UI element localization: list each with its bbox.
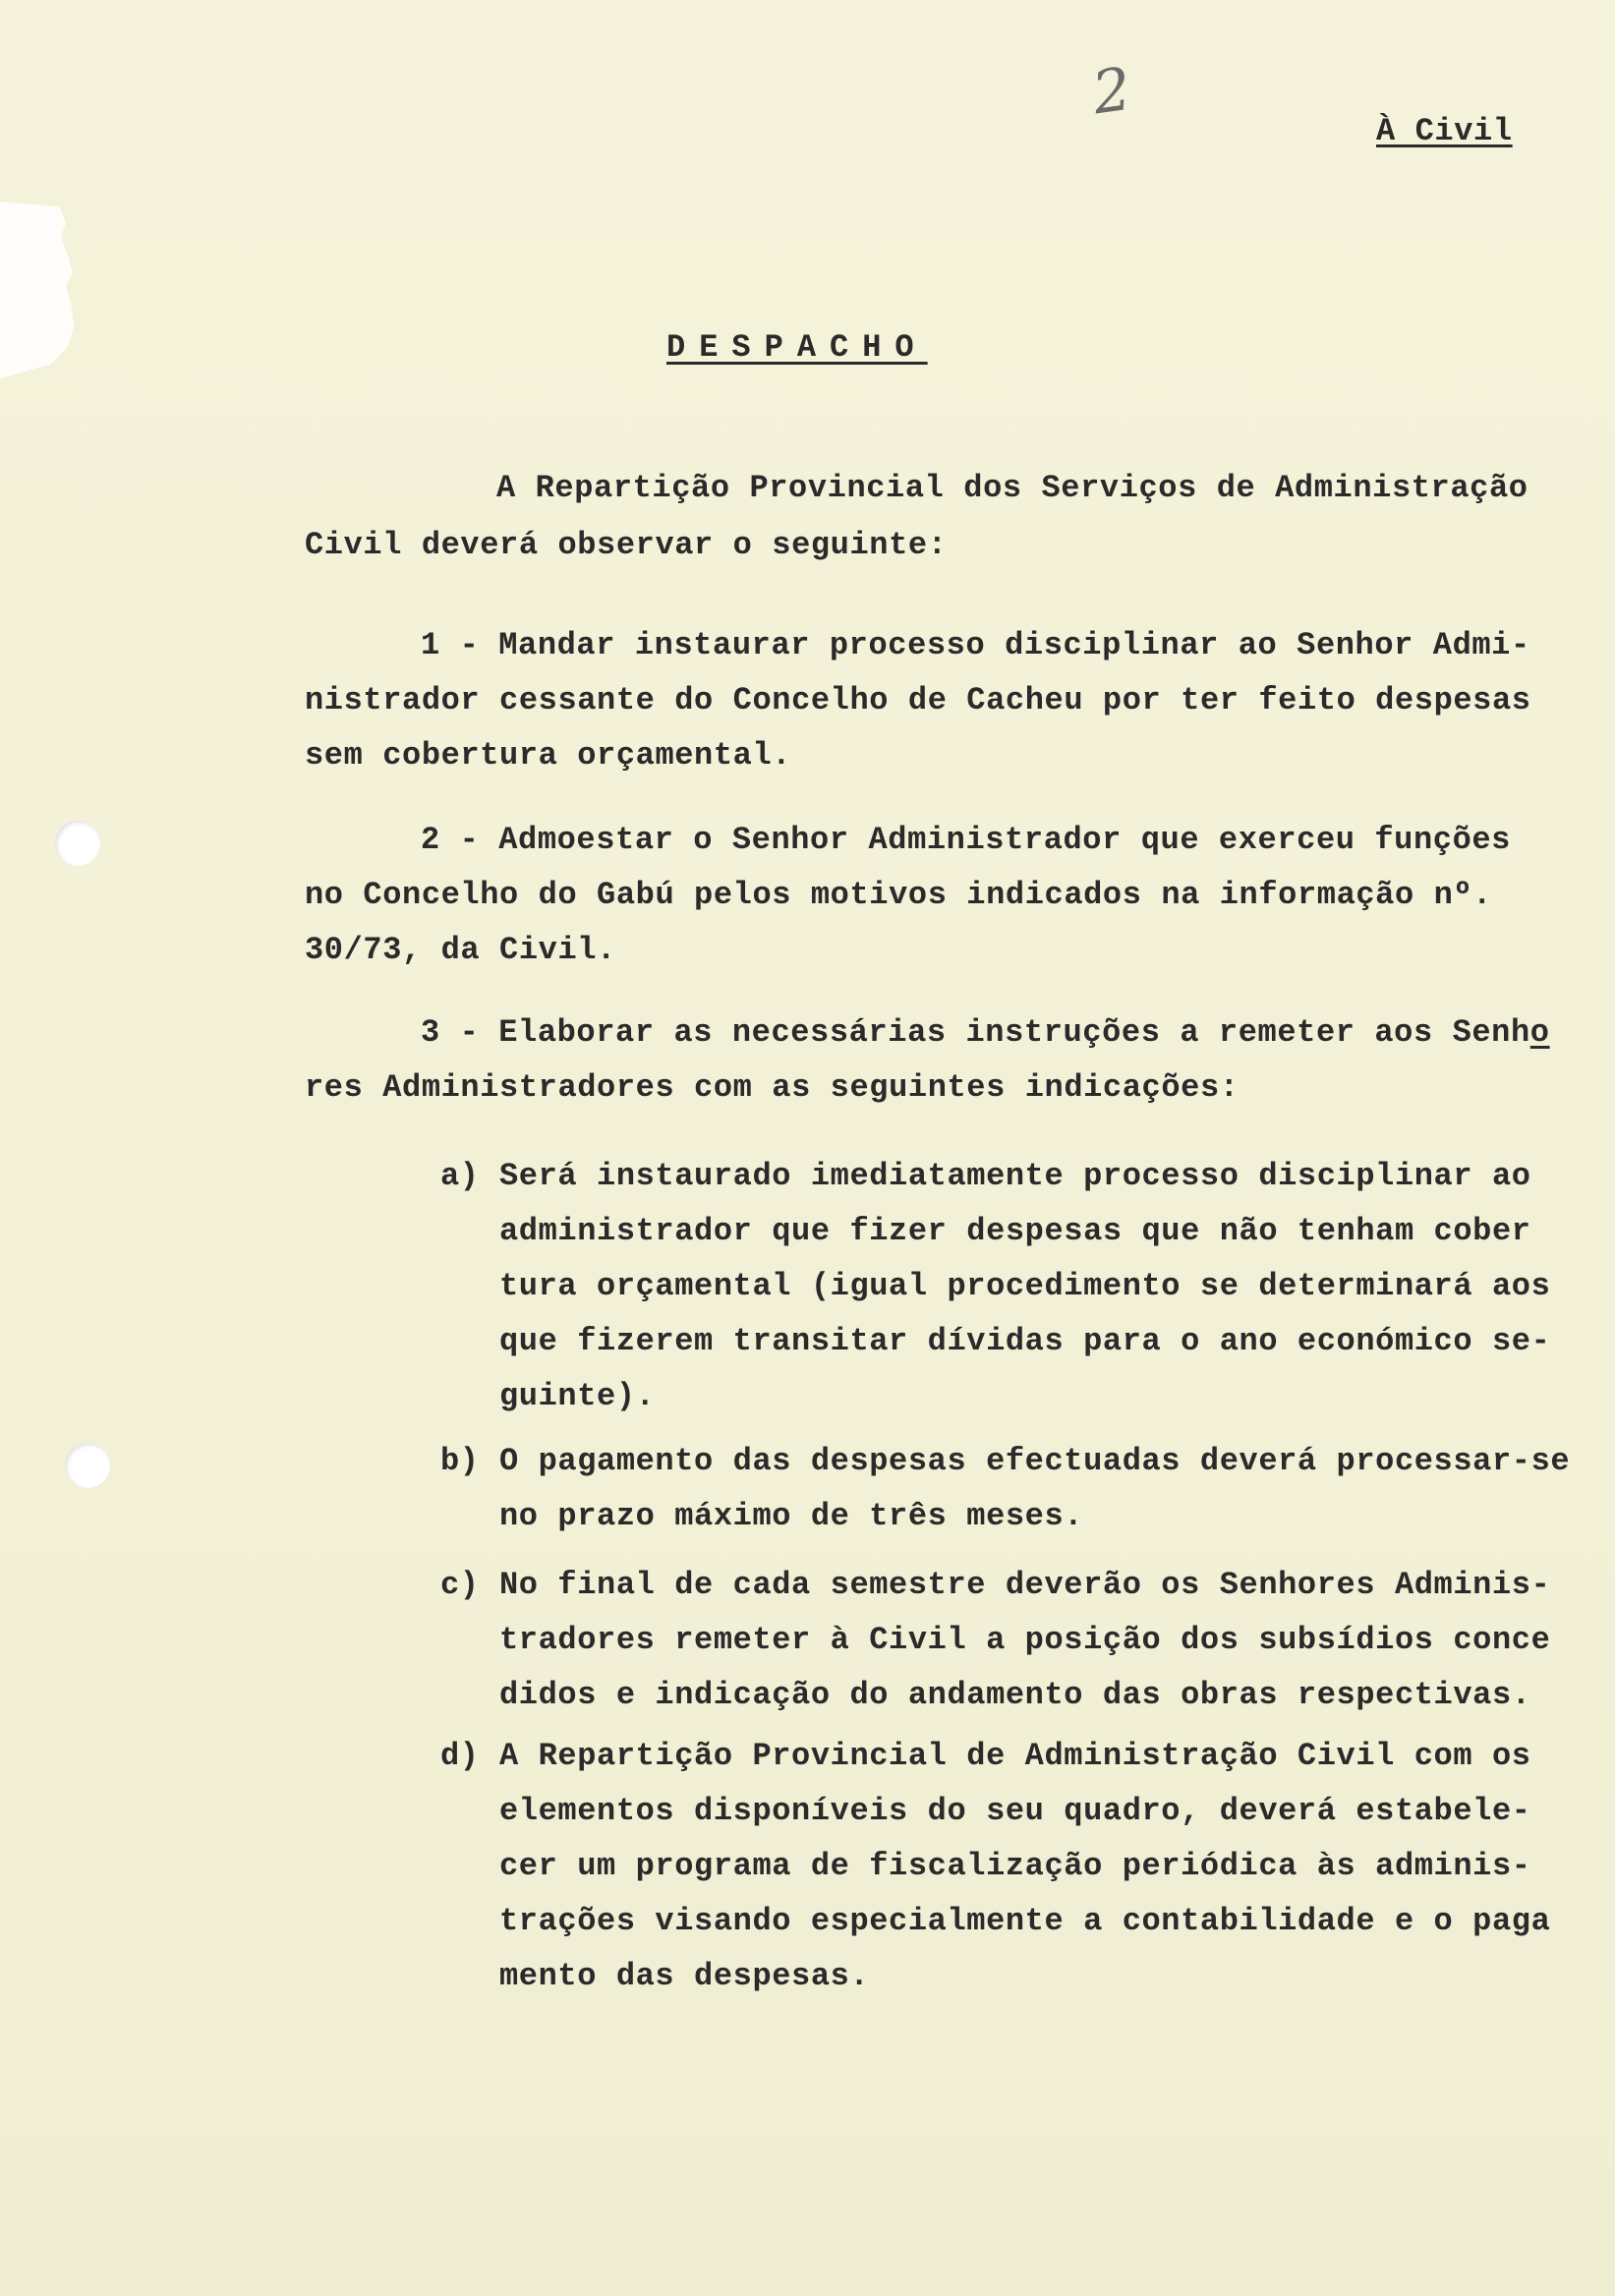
subitem-b-line: no prazo máximo de três meses. <box>499 1498 1084 1534</box>
document-title: DESPACHO <box>666 329 928 366</box>
subitem-d-line: mento das despesas. <box>499 1958 870 1994</box>
subitem-c-label: c) <box>440 1567 480 1603</box>
subitem-c-line: tradores remeter à Civil a posição dos subsídios conce <box>499 1622 1551 1658</box>
subitem-d-line: trações visando especialmente a contabilidade e o paga <box>499 1903 1551 1939</box>
subitem-b-line: O pagamento das despesas efectuadas deverá processar-se <box>499 1443 1571 1479</box>
item-3-line <box>421 1014 1550 1051</box>
subitem-a-line: tura orçamental (igual procedimento se determinará aos <box>499 1268 1551 1304</box>
subitem-c-line: didos e indicação do andamento das obras respectivas. <box>499 1677 1531 1713</box>
subitem-a-label: a) <box>440 1158 480 1194</box>
item-1-line: sem cobertura orçamental. <box>305 737 792 774</box>
item-2-line: no Concelho do Gabú pelos motivos indicados na informação nº. <box>305 877 1492 913</box>
punch-hole <box>55 821 100 866</box>
item-3-text: 3 - Elaborar as necessárias instruções a remeter aos Senh <box>421 1014 1530 1051</box>
intro-line: Civil deverá observar o seguinte: <box>305 527 948 563</box>
subitem-c-line: No final de cada semestre deverão os Senhores Adminis- <box>499 1567 1551 1603</box>
item-3-line: res Administradores com as seguintes indicações: <box>305 1069 1240 1106</box>
subitem-b-label: b) <box>440 1443 480 1479</box>
subitem-a-line: Será instaurado imediatamente processo disciplinar ao <box>499 1158 1531 1194</box>
subitem-d-line: cer um programa de fiscalização periódica às adminis- <box>499 1848 1531 1884</box>
torn-edge <box>0 201 85 378</box>
subitem-a-line: administrador que fizer despesas que não tenham cober <box>499 1213 1531 1249</box>
item-1-line: nistrador cessante do Concelho de Cacheu por ter feito despesas <box>305 682 1531 718</box>
handwritten-page-number: 2 <box>1088 54 1135 129</box>
intro-line: A Repartição Provincial dos Serviços de Administração <box>496 470 1528 506</box>
item-3-underlined-letter: o <box>1529 1014 1550 1051</box>
item-2-line: 2 - Admoestar o Senhor Administrador que exerceu funções <box>421 822 1511 858</box>
subitem-a-line: que fizerem transitar dívidas para o ano económico se- <box>499 1323 1551 1359</box>
subitem-d-line: A Repartição Provincial de Administração Civil com os <box>499 1738 1531 1774</box>
punch-hole <box>65 1443 110 1488</box>
item-2-line: 30/73, da Civil. <box>305 932 616 968</box>
destination-label: À Civil <box>1376 113 1513 149</box>
item-1-line: 1 - Mandar instaurar processo disciplinar ao Senhor Admi- <box>421 627 1530 663</box>
subitem-d-line: elementos disponíveis do seu quadro, deverá estabele- <box>499 1793 1531 1829</box>
subitem-a-line: guinte). <box>499 1378 656 1414</box>
subitem-d-label: d) <box>440 1738 480 1774</box>
